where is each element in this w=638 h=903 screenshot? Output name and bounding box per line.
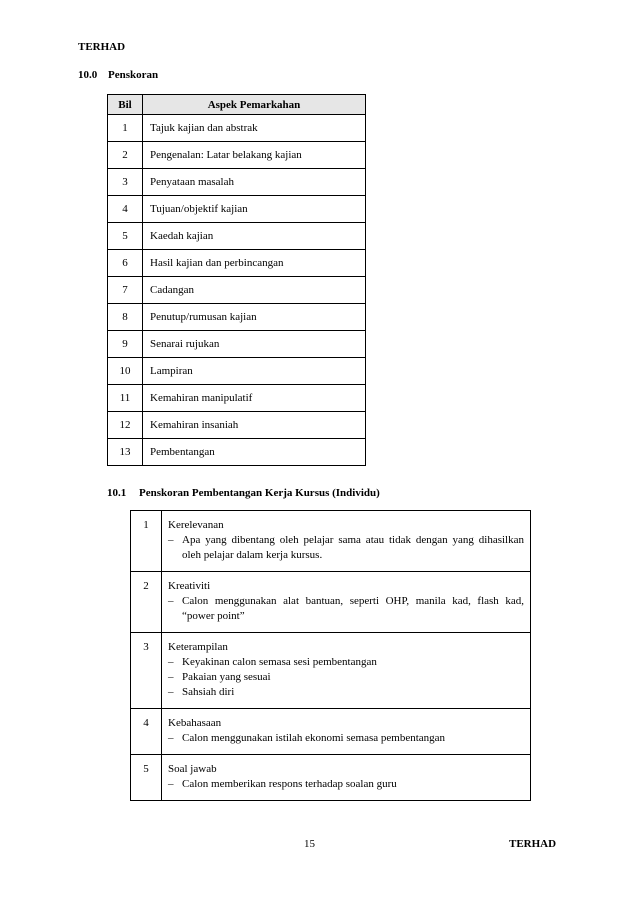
row-aspect: Tujuan/objektif kajian: [143, 196, 366, 223]
table-row: [108, 331, 366, 358]
criteria-row: [131, 511, 531, 572]
scoring-aspects-table: [107, 94, 366, 466]
table-row: [108, 115, 366, 142]
row-aspect: Kaedah kajian: [143, 223, 366, 250]
dash-bullet-icon: –: [168, 686, 174, 698]
row-aspect: Kemahiran insaniah: [143, 412, 366, 439]
classification-footer: TERHAD: [509, 838, 557, 850]
row-aspect: Tajuk kajian dan abstrak: [143, 115, 366, 142]
row-number: 1: [108, 115, 143, 142]
row-number: 3: [108, 169, 143, 196]
table-row: [108, 196, 366, 223]
row-number: 6: [108, 250, 143, 277]
criteria-bullet: [168, 670, 524, 685]
section-number: 10.0: [78, 69, 98, 81]
row-aspect: Cadangan: [143, 277, 366, 304]
table-row: [108, 250, 366, 277]
dash-bullet-icon: –: [168, 534, 174, 546]
row-number: 11: [108, 385, 143, 412]
criteria-number: 1: [131, 511, 162, 572]
table-row: [108, 439, 366, 466]
table-row: [108, 142, 366, 169]
bullet-text: Sahsiah diri: [182, 686, 235, 698]
row-number: 9: [108, 331, 143, 358]
classification-header: TERHAD: [78, 41, 126, 53]
criteria-row: [131, 633, 531, 709]
criteria-number: 2: [131, 572, 162, 633]
criteria-content: [162, 709, 531, 755]
criteria-content: [162, 511, 531, 572]
row-aspect: Pembentangan: [143, 439, 366, 466]
row-aspect: Pengenalan: Latar belakang kajian: [143, 142, 366, 169]
criteria-number: 4: [131, 709, 162, 755]
section-title-text: Penskoran: [108, 69, 159, 81]
criteria-row: [131, 709, 531, 755]
criteria-title: Kreativiti: [168, 580, 211, 592]
criteria-title: Kerelevanan: [168, 519, 224, 531]
row-number: 12: [108, 412, 143, 439]
criteria-bullet: [168, 777, 524, 792]
bullet-text: Apa yang dibentang oleh pelajar sama atau tidak dengan yang dihasilkan oleh pelajar dalam kerja kursus.: [182, 534, 524, 561]
criteria-content: [162, 755, 531, 801]
subsection-number: 10.1: [107, 487, 127, 499]
table-row: [108, 169, 366, 196]
bullet-text: Keyakinan calon semasa sesi pembentangan: [182, 656, 377, 668]
criteria-row: [131, 755, 531, 801]
row-number: 10: [108, 358, 143, 385]
criteria-title: Kebahasaan: [168, 717, 222, 729]
criteria-content: [162, 633, 531, 709]
table-row: [108, 385, 366, 412]
table-row: [108, 358, 366, 385]
row-number: 13: [108, 439, 143, 466]
dash-bullet-icon: –: [168, 656, 174, 668]
subsection-title-text: Penskoran Pembentangan Kerja Kursus (Individu): [139, 487, 380, 499]
criteria-title: Keterampilan: [168, 641, 228, 653]
column-header-aspek: Aspek Pemarkahan: [143, 95, 366, 115]
column-header-bil: Bil: [108, 95, 143, 115]
row-aspect: Hasil kajian dan perbincangan: [143, 250, 366, 277]
row-aspect: Lampiran: [143, 358, 366, 385]
table-row: [108, 223, 366, 250]
subsection-heading: [107, 487, 380, 499]
row-aspect: Penyataan masalah: [143, 169, 366, 196]
criteria-number: 3: [131, 633, 162, 709]
row-aspect: Senarai rujukan: [143, 331, 366, 358]
bullet-text: Calon menggunakan istilah ekonomi semasa pembentangan: [182, 732, 446, 744]
criteria-bullet: [168, 655, 524, 670]
criteria-title: Soal jawab: [168, 763, 217, 775]
row-number: 8: [108, 304, 143, 331]
row-number: 4: [108, 196, 143, 223]
dash-bullet-icon: –: [168, 732, 174, 744]
dash-bullet-icon: –: [168, 671, 174, 683]
criteria-bullet: [168, 533, 524, 563]
dash-bullet-icon: –: [168, 778, 174, 790]
presentation-criteria-table: [130, 510, 531, 801]
row-number: 5: [108, 223, 143, 250]
criteria-row: [131, 572, 531, 633]
criteria-bullet: [168, 685, 524, 700]
table-row: [108, 304, 366, 331]
criteria-content: [162, 572, 531, 633]
table-header-row: [108, 95, 366, 115]
row-aspect: Kemahiran manipulatif: [143, 385, 366, 412]
criteria-bullet: [168, 731, 524, 746]
criteria-number: 5: [131, 755, 162, 801]
table-row: [108, 412, 366, 439]
dash-bullet-icon: –: [168, 595, 174, 607]
row-aspect: Penutup/rumusan kajian: [143, 304, 366, 331]
page-number: 15: [304, 838, 315, 850]
bullet-text: Calon memberikan respons terhadap soalan guru: [182, 778, 397, 790]
bullet-text: Calon menggunakan alat bantuan, seperti OHP, manila kad, flash kad, “power point”: [182, 595, 524, 622]
row-number: 2: [108, 142, 143, 169]
table-row: [108, 277, 366, 304]
criteria-bullet: [168, 594, 524, 624]
bullet-text: Pakaian yang sesuai: [182, 671, 271, 683]
section-heading: [78, 69, 158, 81]
row-number: 7: [108, 277, 143, 304]
